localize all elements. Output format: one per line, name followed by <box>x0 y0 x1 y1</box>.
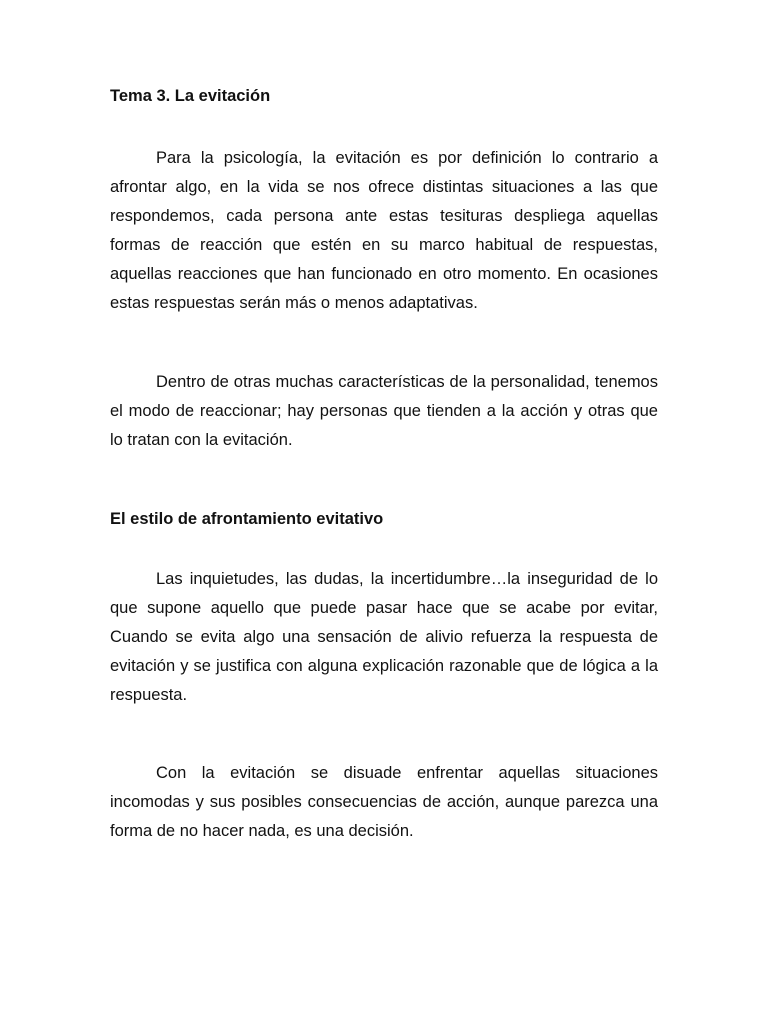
document-title: Tema 3. La evitación <box>110 87 271 105</box>
section-heading: El estilo de afrontamiento evitativo <box>110 510 384 528</box>
paragraph-uncertainty: Las inquietudes, las dudas, la incertidumbre…la inseguridad de lo que supone aquello que puede pasar hace que se acabe por evitar, Cuando se evita algo una sensación de alivio refuerza la respuesta de evitación y se justifica con alguna explicación razonable que de lógica a la respuesta. <box>110 570 658 704</box>
paragraph-intro: Para la psicología, la evitación es por definición lo contrario a afrontar algo, en la vida se nos ofrece distintas situaciones a las que respondemos, cada persona ante estas tesituras despliega aquellas formas de reacción que estén en su marco habitual de respuestas, aquellas reacciones que han funcionado en otro momento. En ocasiones estas respuestas serán más o menos adaptativas. <box>110 149 658 312</box>
paragraph-decision: Con la evitación se disuade enfrentar aquellas situaciones incomodas y sus posibles consecuencias de acción, aunque parezca una forma de no hacer nada, es una decisión. <box>110 764 658 840</box>
paragraph-personality: Dentro de otras muchas características de la personalidad, tenemos el modo de reaccionar; hay personas que tienden a la acción y otras que lo tratan con la evitación. <box>110 373 658 449</box>
